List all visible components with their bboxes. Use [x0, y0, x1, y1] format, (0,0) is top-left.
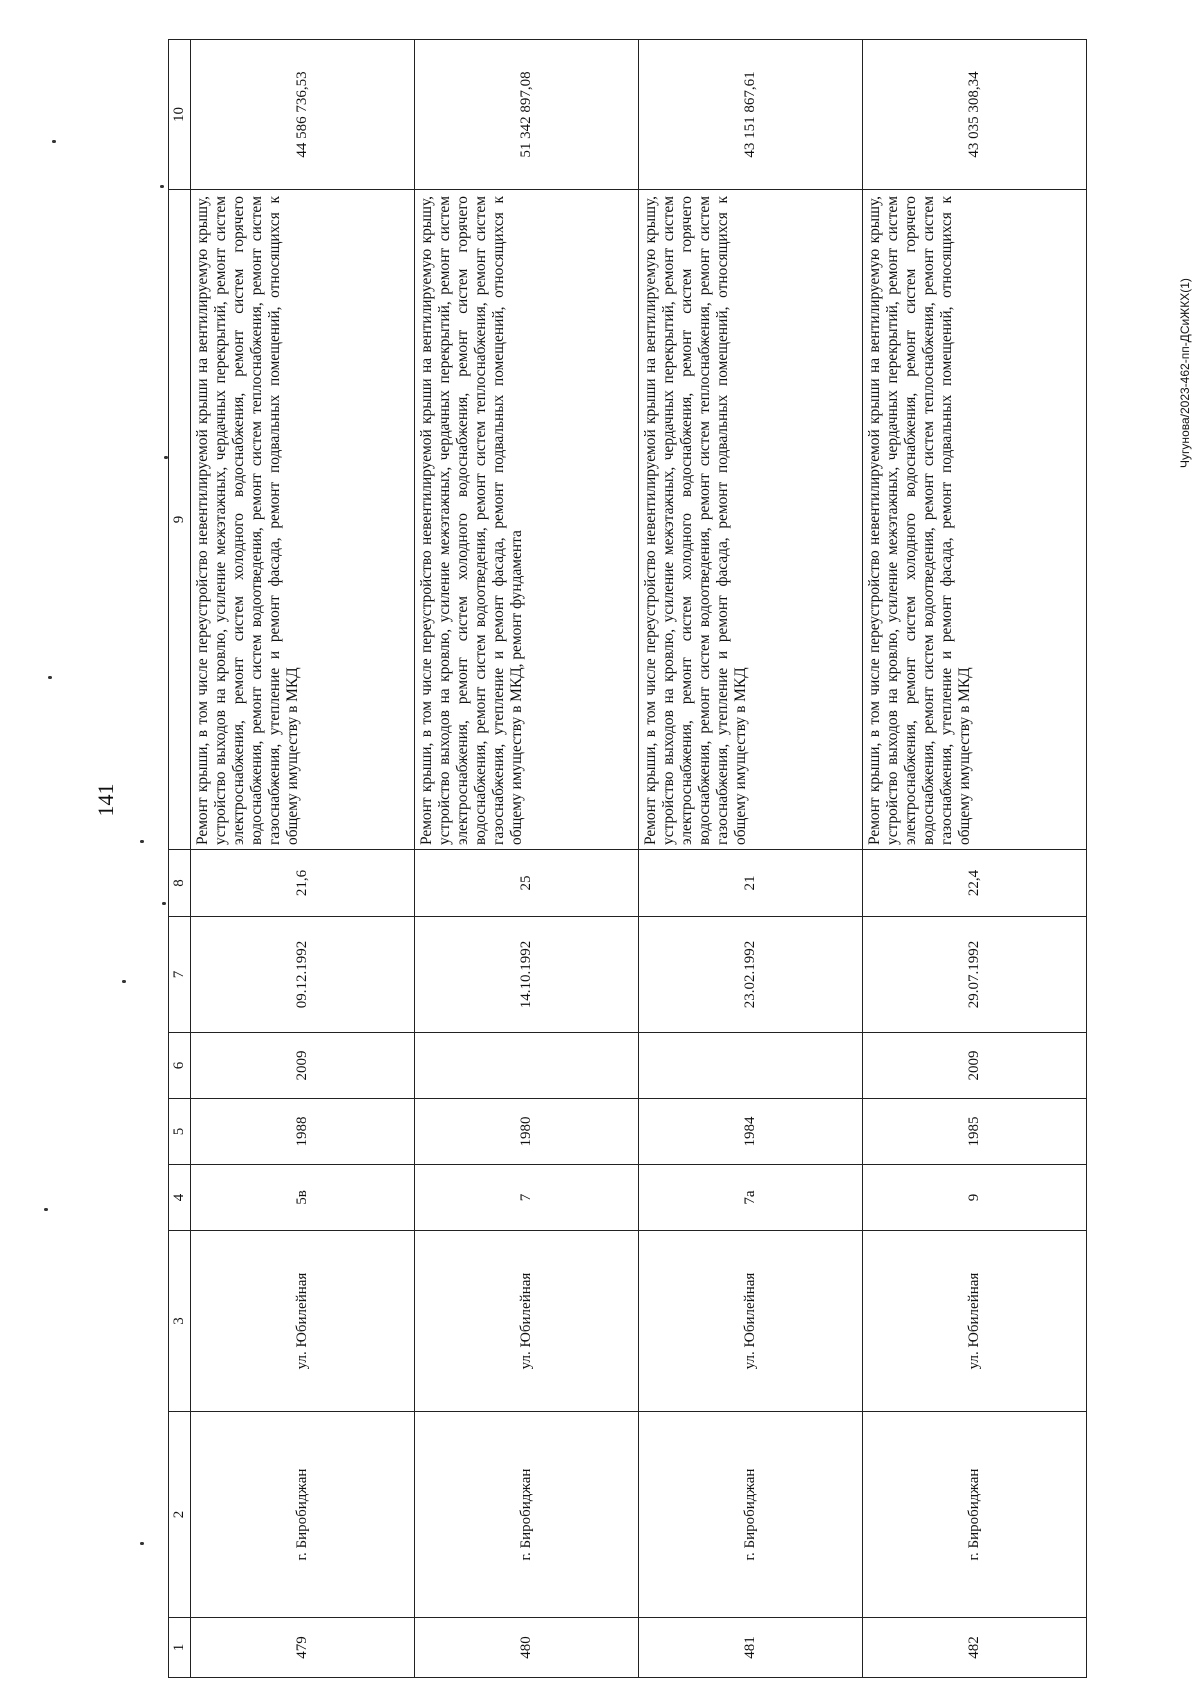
street-cell: ул. Юбилейная — [415, 1231, 639, 1412]
works-cell: Ремонт крыши, в том числе переустройство невентилируемой крыши на вентилируемую крышу, устройство выходов на кровлю, усиление межэтажных, чердачных перекрытий, ремонт систем электроснабжения, ремонт систем холодного водоснабжения, ремонт систем горячего водоснабжения, ремонт систем водоотведения, ремонт систем теплоснабжения, ремонт систем газоснабжения, утепление и ремонт фасада, ремонт подвальных помещений, относящихся к общему имуществу в МКД — [863, 190, 1087, 850]
row-number: 479 — [191, 1618, 415, 1678]
city-cell: г. Биробиджан — [191, 1412, 415, 1618]
scan-speck — [160, 185, 164, 188]
scan-speck — [164, 456, 168, 459]
date-cell: 29.07.1992 — [863, 917, 1087, 1033]
row-number: 480 — [415, 1618, 639, 1678]
date-cell: 14.10.1992 — [415, 917, 639, 1033]
house-cell: 9 — [863, 1165, 1087, 1231]
house-cell: 7 — [415, 1165, 639, 1231]
column-header: 1 — [169, 1618, 191, 1678]
year-built-cell: 1988 — [191, 1099, 415, 1165]
year-built-cell: 1984 — [639, 1099, 863, 1165]
city-cell: г. Биробиджан — [639, 1412, 863, 1618]
housing-repair-table — [168, 40, 1065, 1678]
scan-speck — [162, 902, 166, 905]
column-header: 5 — [169, 1099, 191, 1165]
year-repair-cell: 2009 — [191, 1033, 415, 1099]
page-number: 141 — [93, 783, 118, 817]
year-repair-cell — [415, 1033, 639, 1099]
scan-speck — [140, 840, 144, 843]
house-cell: 5в — [191, 1165, 415, 1231]
register-table — [168, 39, 1087, 1678]
row-number: 482 — [863, 1618, 1087, 1678]
city-cell: г. Биробиджан — [415, 1412, 639, 1618]
house-cell: 7а — [639, 1165, 863, 1231]
scan-speck — [44, 1208, 48, 1211]
date-cell: 23.02.1992 — [639, 917, 863, 1033]
date-cell: 09.12.1992 — [191, 917, 415, 1033]
column-header: 3 — [169, 1231, 191, 1412]
cost-cell: 43 035 308,34 — [863, 40, 1087, 190]
column-header: 8 — [169, 850, 191, 917]
works-cell: Ремонт крыши, в том числе переустройство невентилируемой крыши на вентилируемую крышу, устройство выходов на кровлю, усиление межэтажных, чердачных перекрытий, ремонт систем электроснабжения, ремонт систем холодного водоснабжения, ремонт систем горячего водоснабжения, ремонт систем водоотведения, ремонт систем теплоснабжения, ремонт систем газоснабжения, утепление и ремонт фасада, ремонт подвальных помещений, относящихся к общему имуществу в МКД, ремонт фундамента — [415, 190, 639, 850]
scan-speck — [52, 140, 56, 143]
works-cell: Ремонт крыши, в том числе переустройство невентилируемой крыши на вентилируемую крышу, устройство выходов на кровлю, усиление межэтажных, чердачных перекрытий, ремонт систем электроснабжения, ремонт систем холодного водоснабжения, ремонт систем горячего водоснабжения, ремонт систем водоотведения, ремонт систем теплоснабжения, ремонт систем газоснабжения, утепление и ремонт фасада, ремонт подвальных помещений, относящихся к общему имуществу в МКД — [639, 190, 863, 850]
column-header: 6 — [169, 1033, 191, 1099]
table-row — [639, 40, 863, 1678]
column-header: 9 — [169, 190, 191, 850]
street-cell: ул. Юбилейная — [639, 1231, 863, 1412]
scan-speck — [122, 980, 126, 983]
column-header: 7 — [169, 917, 191, 1033]
cost-cell: 43 151 867,61 — [639, 40, 863, 190]
column-header: 2 — [169, 1412, 191, 1618]
year-repair-cell — [639, 1033, 863, 1099]
wear-cell: 25 — [415, 850, 639, 917]
table-row — [191, 40, 415, 1678]
table-row — [863, 40, 1087, 1678]
year-repair-cell: 2009 — [863, 1033, 1087, 1099]
scan-speck — [140, 1542, 144, 1545]
scan-speck — [48, 676, 52, 679]
column-number-row — [169, 40, 191, 1678]
street-cell: ул. Юбилейная — [191, 1231, 415, 1412]
table-row — [415, 40, 639, 1678]
street-cell: ул. Юбилейная — [863, 1231, 1087, 1412]
wear-cell: 21 — [639, 850, 863, 917]
cost-cell: 51 342 897,08 — [415, 40, 639, 190]
document-reference: Чугунова/2023-462-пп-ДСиЖКХ(1) — [1178, 278, 1192, 468]
column-header: 10 — [169, 40, 191, 190]
column-header: 4 — [169, 1165, 191, 1231]
works-cell: Ремонт крыши, в том числе переустройство невентилируемой крыши на вентилируемую крышу, устройство выходов на кровлю, усиление межэтажных, чердачных перекрытий, ремонт систем электроснабжения, ремонт систем холодного водоснабжения, ремонт систем горячего водоснабжения, ремонт систем водоотведения, ремонт систем теплоснабжения, ремонт систем газоснабжения, утепление и ремонт фасада, ремонт подвальных помещений, относящихся к общему имуществу в МКД — [191, 190, 415, 850]
city-cell: г. Биробиджан — [863, 1412, 1087, 1618]
year-built-cell: 1980 — [415, 1099, 639, 1165]
cost-cell: 44 586 736,53 — [191, 40, 415, 190]
wear-cell: 22,4 — [863, 850, 1087, 917]
row-number: 481 — [639, 1618, 863, 1678]
wear-cell: 21,6 — [191, 850, 415, 917]
year-built-cell: 1985 — [863, 1099, 1087, 1165]
